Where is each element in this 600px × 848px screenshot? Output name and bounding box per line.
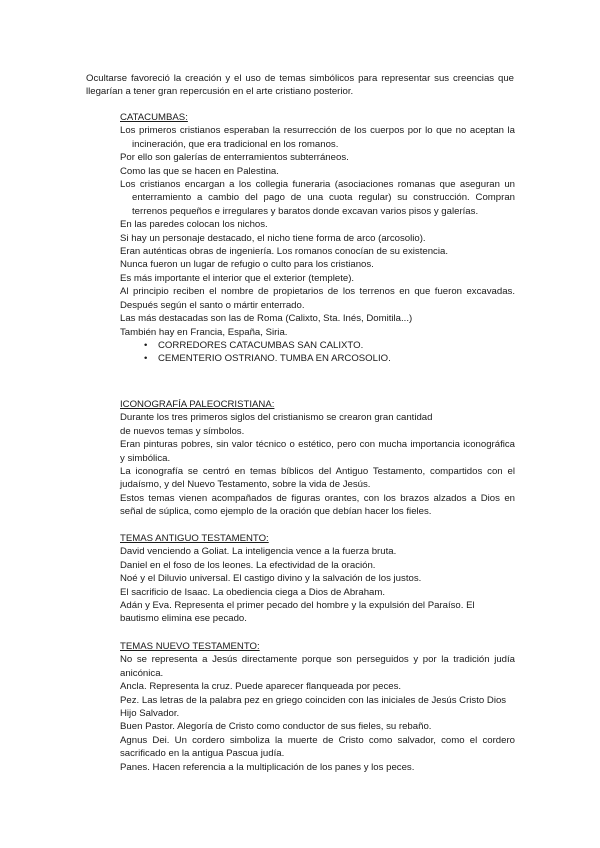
section-nuevo-testamento	[120, 640, 515, 774]
bullet-icon: •	[144, 339, 148, 351]
list-item-text: CORREDORES CATACUMBAS SAN CALIXTO.	[158, 339, 364, 351]
list-item	[120, 339, 515, 352]
paragraph: Los cristianos encargan a los collegia funeraria (asociaciones romanas que aseguran un enterramiento a cambio del pago de una cuota regular) su construcción. Compran terrenos pequeños e irregulares y baratos donde excavan varios pisos y galerías.	[120, 179, 515, 217]
paragraph: Por ello son galerías de enterramientos subterráneos.	[120, 152, 349, 164]
intro-paragraph: Ocultarse favoreció la creación y el uso de temas simbólicos para representar sus creencias que llegarían a tener gran repercusión en el arte cristiano posterior.	[86, 73, 514, 98]
section-heading: ICONOGRAFÍA PALEOCRISTIANA:	[120, 399, 275, 410]
list-item-text: CEMENTERIO OSTRIANO. TUMBA EN ARCOSOLIO.	[158, 353, 391, 365]
paragraph: Eran auténticas obras de ingeniería. Los romanos conocían de su existencia.	[120, 246, 448, 258]
paragraph: El sacrificio de Isaac. La obediencia ciega a Dios de Abraham.	[120, 586, 386, 598]
paragraph: Ancla. Representa la cruz. Puede aparecer flanqueada por peces.	[120, 681, 402, 693]
list-item	[120, 352, 515, 365]
paragraph: La iconografía se centró en temas bíblicos del Antiguo Testamento, compartidos con el judaísmo, y del Nuevo Testamento, sobre la vida de Jesús.	[120, 466, 515, 491]
paragraph: Los primeros cristianos esperaban la resurrección de los cuerpos por lo que no aceptan la incineración, que era tradicional en los romanos.	[120, 125, 515, 150]
paragraph: Durante los tres primeros siglos del cristianismo se crearon gran cantidad de nuevos temas y símbolos.	[120, 412, 433, 437]
section-heading: TEMAS ANTIGUO TESTAMENTO:	[120, 533, 269, 544]
paragraph: David venciendo a Goliat. La inteligencia vence a la fuerza bruta.	[120, 546, 397, 558]
paragraph: Si hay un personaje destacado, el nicho tiene forma de arco (arcosolio).	[120, 232, 426, 244]
paragraph: Noé y el Diluvio universal. El castigo divino y la salvación de los justos.	[120, 573, 422, 585]
paragraph: Nunca fueron un lugar de refugio o culto para los cristianos.	[120, 259, 374, 271]
paragraph: Al principio reciben el nombre de propietarios de los terrenos en que fueron excavadas. Después según el santo o mártir enterrado.	[120, 286, 515, 311]
section-heading: TEMAS NUEVO TESTAMENTO:	[120, 641, 260, 652]
paragraph: Panes. Hacen referencia a la multiplicación de los panes y los peces.	[120, 761, 415, 773]
paragraph: Agnus Dei. Un cordero simboliza la muerte de Cristo como salvador, como el cordero sacrificado en la antigua Pascua judía.	[120, 734, 515, 760]
paragraph: En las paredes colocan los nichos.	[120, 219, 268, 231]
paragraph: Adán y Eva. Representa el primer pecado del hombre y la expulsión del Paraíso. El bautismo elimina ese pecado.	[120, 600, 475, 625]
paragraph: Es más importante el interior que el exterior (templete).	[120, 272, 355, 284]
paragraph: Pez. Las letras de la palabra pez en griego coinciden con las iniciales de Jesús Cristo Dios Hijo Salvador.	[120, 694, 507, 720]
paragraph: Como las que se hacen en Palestina.	[120, 165, 279, 177]
paragraph: También hay en Francia, España, Siria.	[120, 326, 288, 338]
bullet-list	[120, 339, 515, 366]
section-catacumbas	[120, 111, 515, 366]
paragraph: Las más destacadas son las de Roma (Calixto, Sta. Inés, Domitila...)	[120, 313, 413, 325]
paragraph: Buen Pastor. Alegoría de Cristo como conductor de sus fieles, su rebaño.	[120, 721, 432, 733]
bullet-icon: •	[144, 353, 148, 365]
section-iconografia	[120, 398, 515, 519]
paragraph: No se representa a Jesús directamente porque son perseguidos y por la tradición judía anicónica.	[120, 654, 515, 679]
paragraph: Daniel en el foso de los leones. La efectividad de la oración.	[120, 559, 376, 571]
section-heading: CATACUMBAS:	[120, 112, 188, 123]
paragraph: Estos temas vienen acompañados de figuras orantes, con los brazos alzados a Dios en señal de súplica, como ejemplo de la oración que debían hacer los fieles.	[120, 492, 515, 518]
paragraph: Eran pinturas pobres, sin valor técnico o estético, pero con mucha importancia iconográfica y simbólica.	[120, 439, 515, 464]
section-antiguo-testamento	[120, 532, 515, 626]
